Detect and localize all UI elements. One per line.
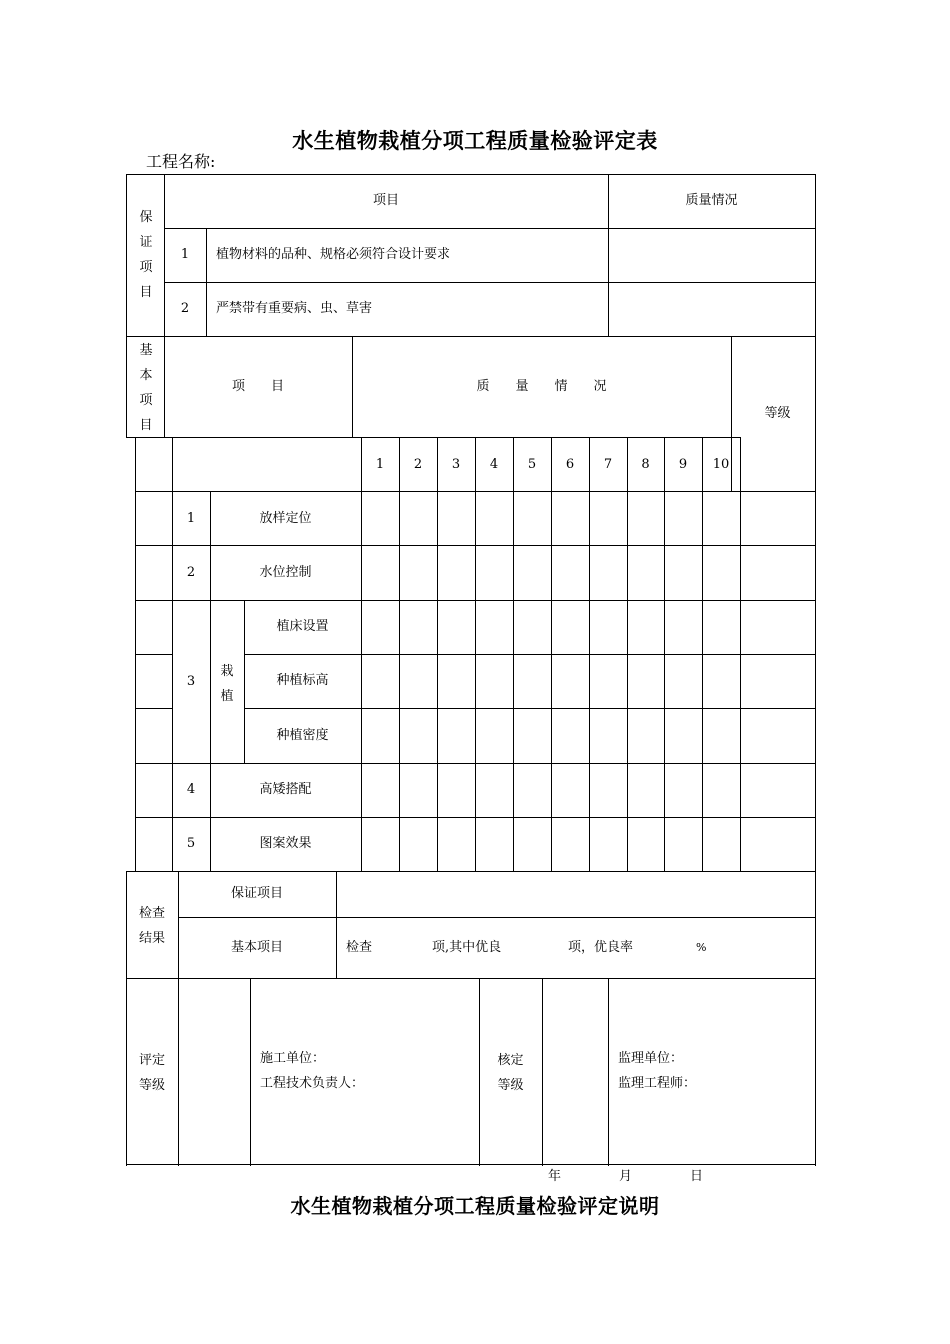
column-number: 7	[603, 457, 613, 472]
guarantee-row-text: 严禁带有重要病、虫、草害	[216, 301, 373, 316]
assessment-side-label: 评定 等级	[138, 1053, 165, 1093]
guarantee-row-text: 植物材料的品种、规格必须符合设计要求	[216, 247, 451, 262]
result-side-label: 检查 结果	[138, 906, 165, 946]
guarantee-side-label: 保 证 项 目	[139, 210, 153, 300]
column-number: 2	[413, 457, 423, 472]
column-number: 1	[375, 457, 385, 472]
basic-side-label: 基 本 项 目	[139, 343, 153, 433]
basic-row-name: 水位控制	[259, 565, 312, 580]
column-number: 10	[712, 457, 730, 472]
date-month: 月	[619, 1169, 633, 1184]
column-number: 6	[565, 457, 575, 472]
guarantee-header-quality: 质量情况	[685, 193, 738, 208]
basic-sub-row-name: 植床设置	[276, 619, 329, 634]
result-guarantee-label: 保证项目	[230, 886, 283, 901]
column-number: 4	[489, 457, 499, 472]
column-number: 8	[641, 457, 650, 472]
basic-row-name: 高矮搭配	[259, 782, 312, 797]
column-number: 5	[527, 457, 537, 472]
construction-unit-label: 施工单位：	[260, 1051, 326, 1066]
guarantee-row-no: 2	[180, 301, 190, 316]
result-check-text: 检查	[346, 940, 373, 955]
guarantee-row-no: 1	[180, 247, 190, 262]
date-day: 日	[690, 1169, 704, 1184]
basic-row-no: 3	[186, 674, 196, 689]
result-basic-label: 基本项目	[230, 940, 283, 955]
basic-header-quality: 质 量 情 况	[476, 379, 607, 394]
basic-row-no: 2	[186, 565, 196, 580]
date-year: 年	[548, 1169, 562, 1184]
verify-grade-label: 核定 等级	[497, 1053, 524, 1093]
page-title: 水生植物栽植分项工程质量检验评定表	[292, 128, 658, 153]
result-percent: %	[696, 941, 707, 954]
result-of-which-text: 项,其中优良	[432, 940, 502, 955]
basic-header-item: 项 目	[231, 379, 284, 394]
basic-sub-row-name: 种植标高	[276, 673, 329, 688]
basic-sub-row-name: 种植密度	[276, 728, 329, 743]
column-number: 3	[451, 457, 461, 472]
project-name-label: 工程名称:	[146, 152, 216, 171]
basic-header-grade: 等级	[764, 406, 791, 421]
planting-group-label: 栽 植	[220, 664, 234, 704]
column-number: 9	[678, 457, 688, 472]
tech-lead-label: 工程技术负责人：	[260, 1076, 365, 1091]
basic-row-no: 4	[186, 782, 196, 797]
result-rate-text: 项，优良率	[568, 940, 634, 955]
guarantee-header-item: 项目	[372, 193, 399, 208]
supervisor-label: 监理工程师：	[618, 1076, 697, 1091]
basic-row-name: 放样定位	[259, 511, 312, 526]
section-subtitle: 水生植物栽植分项工程质量检验评定说明	[290, 1194, 660, 1218]
basic-row-no: 5	[186, 836, 196, 851]
supervision-unit-label: 监理单位：	[618, 1051, 684, 1066]
basic-row-name: 图案效果	[259, 836, 312, 851]
basic-row-no: 1	[186, 511, 196, 526]
